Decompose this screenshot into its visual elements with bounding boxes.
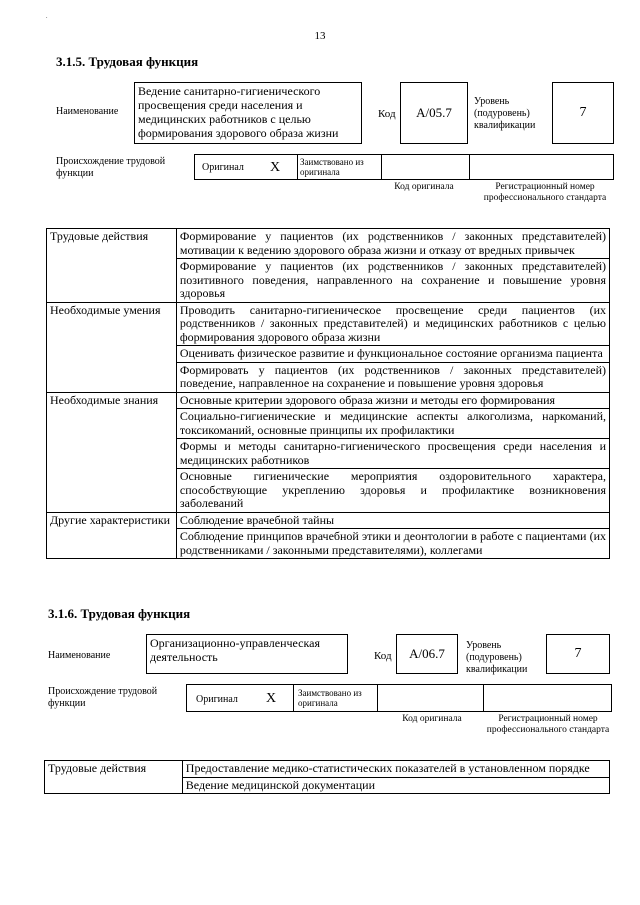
original-label: Оригинал [196, 694, 238, 705]
borrowed-label: Заимствовано из оригинала [300, 157, 364, 177]
row-label: Необходимые умения [47, 302, 177, 392]
origin-divider-3 [469, 155, 470, 179]
row-item: Соблюдение врачебной тайны [176, 512, 609, 529]
row-item: Формы и методы санитарно-гигиенического просвещения среди населения и медицинских работников [176, 439, 609, 469]
original-label: Оригинал [202, 162, 244, 173]
name-value-box [146, 634, 348, 674]
name-value: Организационно-управленческая деятельность [150, 636, 320, 664]
original-mark: X [270, 160, 281, 175]
reg-number-caption: Регистрационный номер профессионального стандарта [483, 182, 607, 203]
orig-code-caption: Код оригинала [402, 714, 462, 724]
origin-divider-3 [483, 685, 484, 711]
row-item: Формировать у пациентов (их родственников / законных представителей) поведение, направленное на сохранение и повышение уровня здоровья [176, 362, 609, 392]
row-item: Формирование у пациентов (их родственников / законных представителей) позитивного поведения, направленного на сохранение и повышение уровня здоровья [176, 259, 609, 303]
code-label: Код [378, 108, 396, 120]
level-label: Уровень (подуровень) квалификации [474, 96, 536, 131]
row-item: Социально-гигиенические и медицинские аспекты алкоголизма, наркоманий, токсикоманий, основные принципы их профилактики [176, 409, 609, 439]
level-value: 7 [579, 105, 587, 120]
row-item: Соблюдение принципов врачебной этики и деонтологии в работе с пациентами (их родственниками / законными представителями), коллегами [176, 529, 609, 559]
section-title: 3.1.6. Трудовая функция [48, 606, 191, 621]
level-value-box [546, 634, 610, 674]
reg-number-caption: Регистрационный номер профессионального стандарта [486, 714, 610, 735]
code-label: Код [374, 650, 392, 662]
row-item: Предоставление медико-статистических показателей в установленном порядке [182, 761, 609, 778]
code-value: A/05.7 [416, 105, 452, 120]
origin-divider-2 [381, 155, 382, 179]
row-label: Трудовые действия [45, 761, 183, 794]
level-label: Уровень (подуровень) квалификации [466, 640, 528, 675]
row-label: Необходимые знания [47, 392, 177, 512]
row-item: Ведение медицинской документации [182, 777, 609, 794]
row-item: Формирование у пациентов (их родственников / законных представителей) мотивации к ведению здорового образа жизни и отказу от вредных привычек [176, 229, 609, 259]
origin-box [186, 684, 612, 712]
row-item: Основные гигиенические мероприятия оздоровительного характера, способствующие укреплению здоровья и профилактике возникновения заболеваний [176, 469, 609, 513]
row-item: Оценивать физическое развитие и функциональное состояние организма пациента [176, 346, 609, 363]
page-number: 13 [314, 30, 326, 42]
level-value-box [552, 82, 614, 144]
origin-label: Происхождение трудовой функции [56, 156, 166, 179]
row-item: Основные критерии здорового образа жизни и методы его формирования [176, 392, 609, 409]
borrowed-label: Заимствовано из оригинала [298, 688, 362, 708]
name-label: Наименование [56, 106, 119, 117]
level-value: 7 [574, 646, 582, 661]
code-value: A/06.7 [409, 646, 445, 661]
original-mark: X [266, 691, 277, 706]
code-value-box [396, 634, 458, 674]
section-table [46, 228, 610, 559]
row-item: Проводить санитарно-гигиеническое просвещение среди пациентов (их родственников / законных представителей) и медицинских работников с целью формирования здорового образа жизни [176, 302, 609, 346]
row-label: Другие характеристики [47, 512, 177, 559]
origin-label: Происхождение трудовой функции [48, 686, 158, 709]
section-table [44, 760, 610, 794]
section-title: 3.1.5. Трудовая функция [56, 54, 199, 69]
name-value: Ведение санитарно-гигиенического просвещения среди населения и медицинских работников с целью формирования здорового образа жизни [138, 84, 339, 140]
name-label: Наименование [48, 650, 111, 661]
scan-mark: . [46, 14, 48, 20]
origin-divider-1 [293, 685, 294, 711]
row-label: Трудовые действия [47, 229, 177, 303]
origin-divider-1 [297, 155, 298, 179]
name-value-box [134, 82, 362, 144]
origin-box [194, 154, 614, 180]
orig-code-caption: Код оригинала [394, 182, 454, 192]
code-value-box [400, 82, 468, 144]
